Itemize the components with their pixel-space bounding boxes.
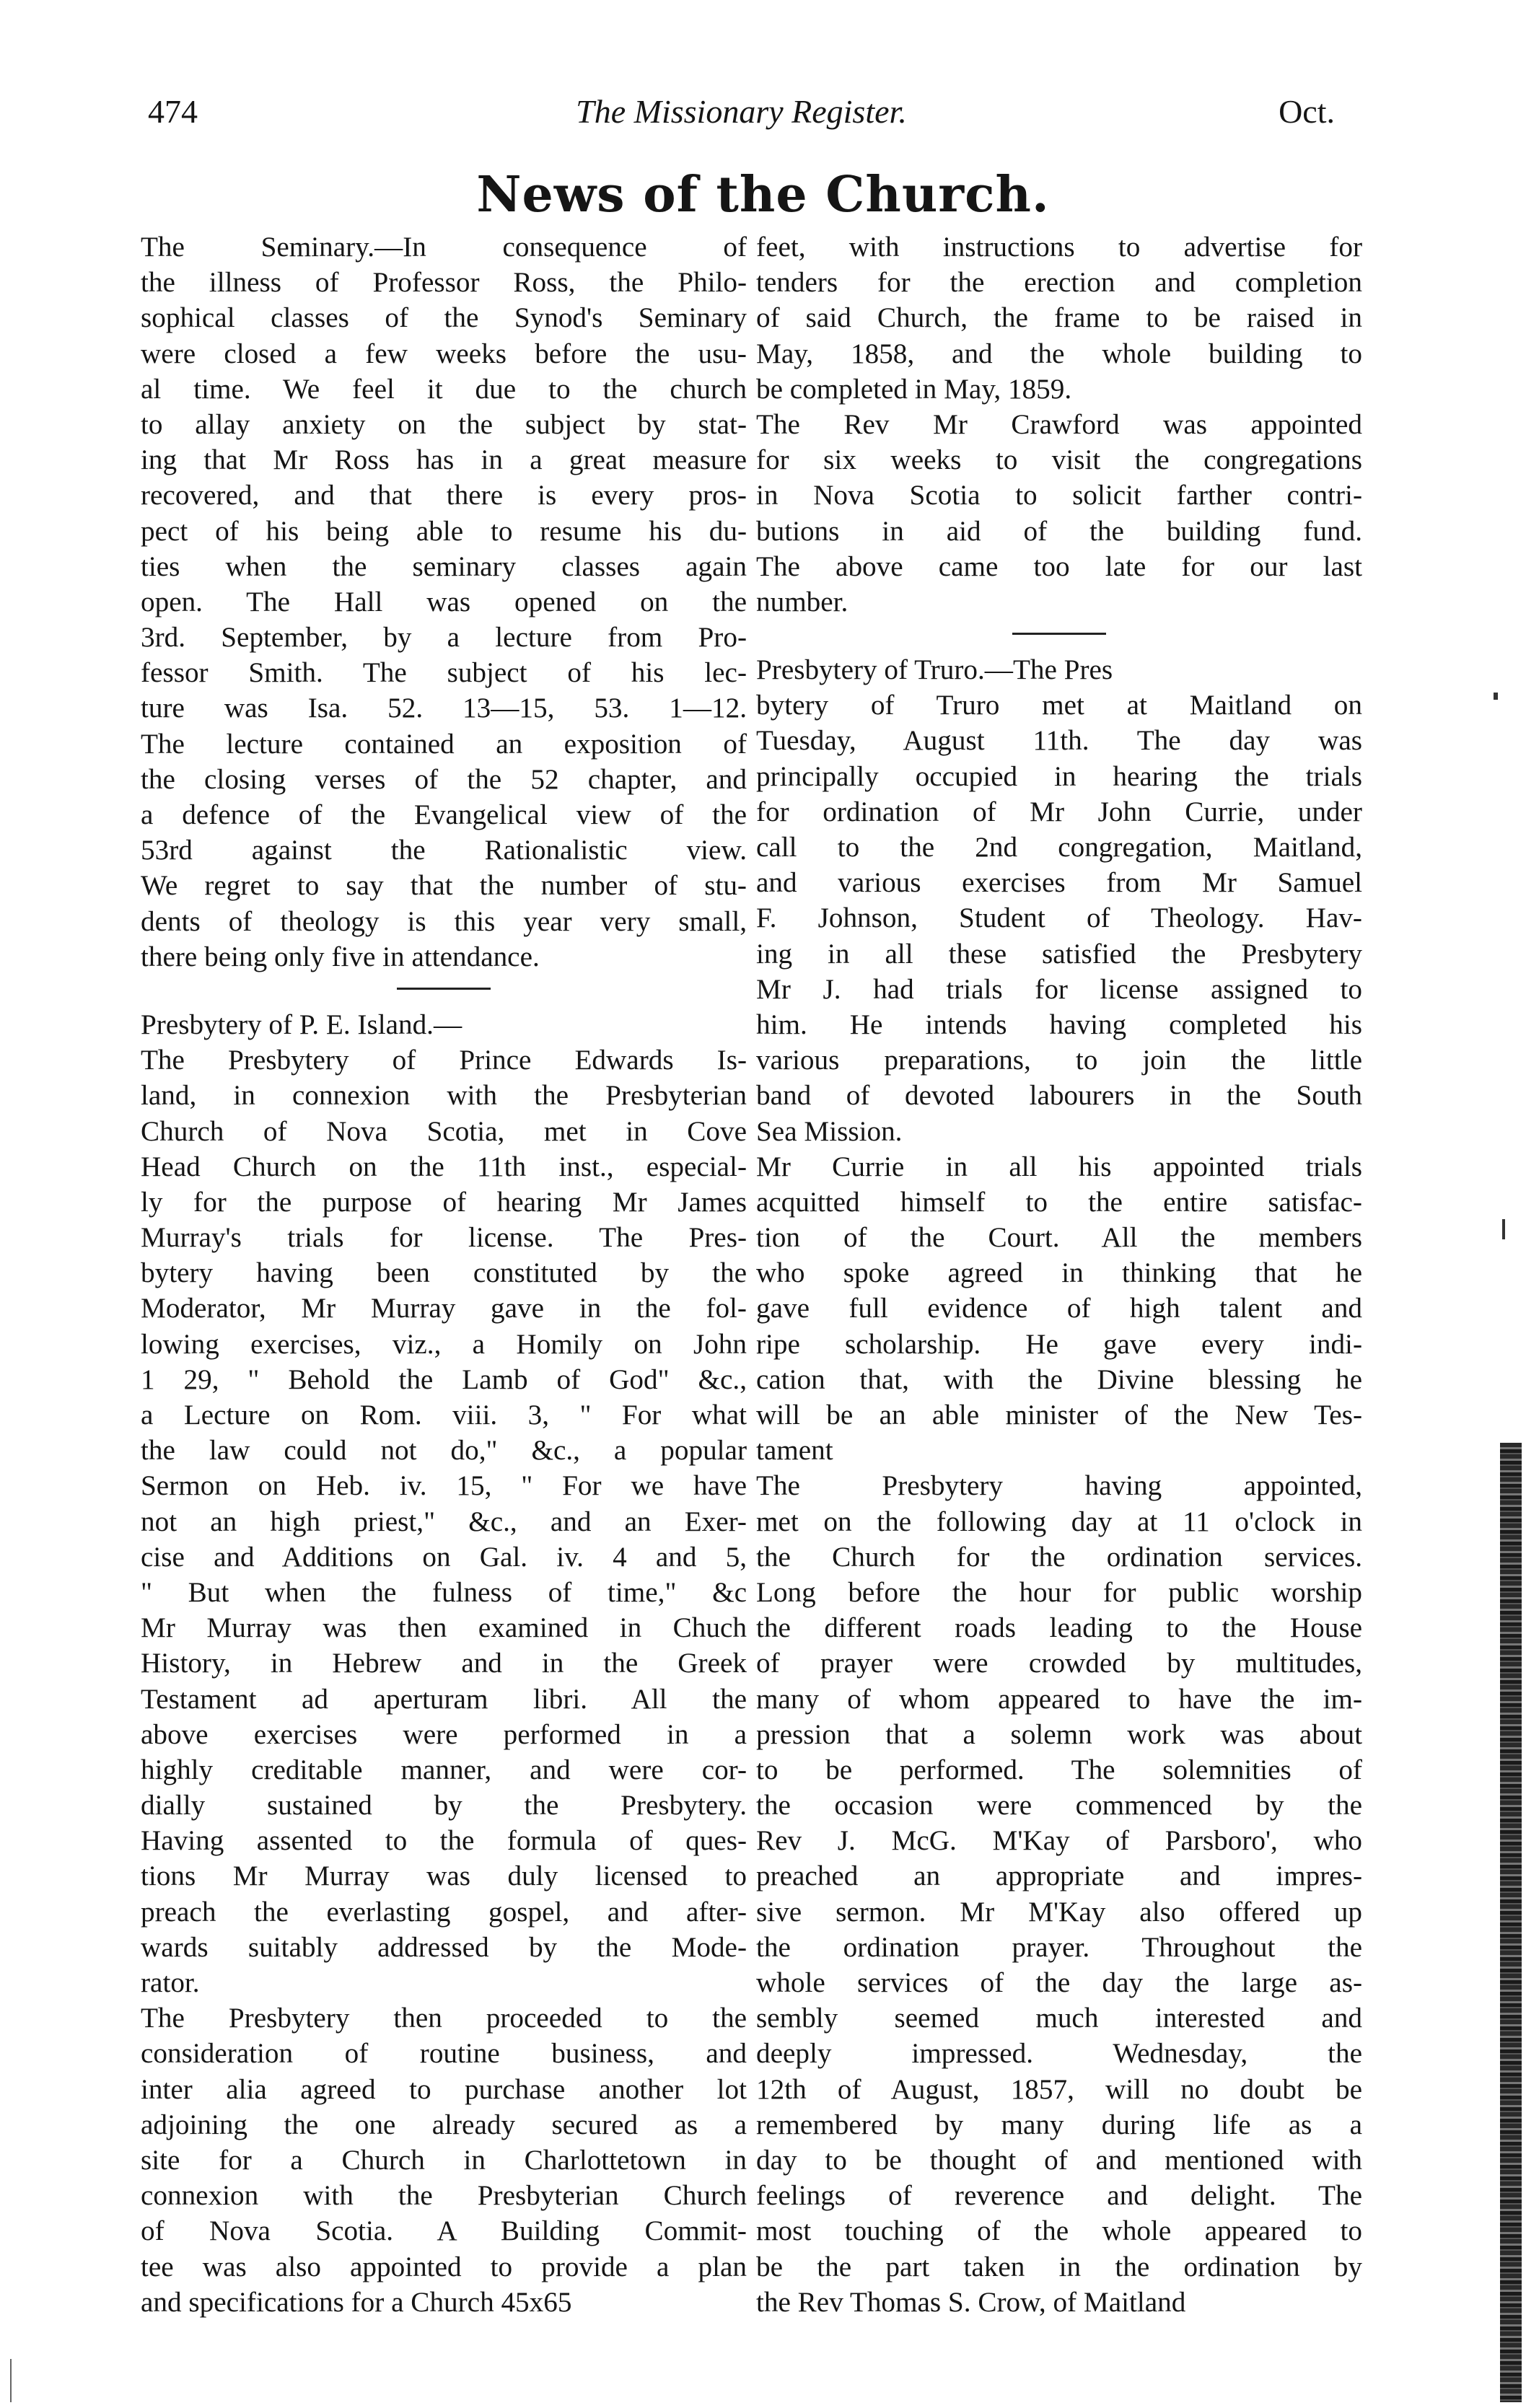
text-line: the closing verses of the 52 chapter, and	[141, 763, 747, 795]
text-line: Presbytery of Truro.—The Pres	[756, 654, 1113, 686]
text-line: number.	[756, 586, 848, 618]
text-line: for six weeks to visit the congregations	[756, 444, 1362, 476]
text-line: sembly seemed much interested and	[756, 2003, 1362, 2034]
text-line: highly creditable manner, and were cor-	[141, 1754, 747, 1785]
text-line: History, in Hebrew and in the Greek	[141, 1648, 747, 1679]
text-line: lowing exercises, viz., a Homily on John	[141, 1328, 747, 1360]
text-line: bytery having been constituted by the	[141, 1257, 747, 1289]
text-line: Sea Mission.	[756, 1115, 903, 1147]
text-line: him. He intends having completed his	[756, 1009, 1362, 1040]
text-line: sive sermon. Mr M'Kay also offered up	[756, 1896, 1362, 1928]
text-line: the illness of Professor Ross, the Philo-	[141, 267, 747, 299]
text-line: 1 29, " Behold the Lamb of God" &c.,	[141, 1363, 747, 1395]
text-line: of prayer were crowded by multitudes,	[756, 1648, 1362, 1679]
text-line: dents of theology is this year very small,	[141, 905, 747, 937]
text-line: day to be thought of and mentioned with	[756, 2144, 1362, 2176]
text-line: " But when the fulness of time," &c	[141, 1576, 747, 1608]
text-line: Murray's trials for license. The Pres-	[141, 1222, 747, 1254]
text-line: May, 1858, and the whole building to	[756, 338, 1362, 369]
margin-mark	[10, 2359, 12, 2402]
text-line: rator.	[141, 1967, 200, 1998]
text-line: The lecture contained an exposition of	[141, 728, 747, 760]
margin-mark	[1502, 1219, 1505, 1239]
text-line: Mr Murray was then examined in Chuch	[141, 1612, 747, 1644]
text-line: Tuesday, August 11th. The day was	[756, 725, 1362, 757]
text-line: the occasion were commenced by the	[756, 1790, 1362, 1822]
text-line: inter alia agreed to purchase another lot	[141, 2073, 747, 2105]
text-line: and various exercises from Mr Samuel	[756, 867, 1362, 899]
text-line: consideration of routine business, and	[141, 2038, 747, 2070]
text-line: cise and Additions on Gal. iv. 4 and 5,	[141, 1541, 747, 1573]
running-header	[148, 92, 1335, 143]
text-line: sophical classes of the Synod's Seminary	[141, 302, 747, 334]
text-line: to allay anxiety on the subject by stat-	[141, 408, 747, 440]
text-line: tenders for the erection and completion	[756, 267, 1362, 299]
text-line: Having assented to the formula of ques-	[141, 1825, 747, 1857]
text-line: feelings of reverence and delight. The	[756, 2180, 1362, 2212]
text-line: many of whom appeared to have the im-	[756, 1683, 1362, 1715]
text-line: The Seminary.—In consequence of	[141, 232, 747, 263]
text-line: tions Mr Murray was duly licensed to	[141, 1860, 747, 1892]
text-line: The Presbytery of Prince Edwards Is-	[141, 1045, 747, 1076]
text-line: feet, with instructions to advertise for	[756, 232, 1362, 263]
text-line: ing that Mr Ross has in a great measure	[141, 444, 747, 476]
text-line: pect of his being able to resume his du-	[141, 515, 747, 547]
text-line: the Church for the ordination services.	[756, 1541, 1362, 1573]
text-line: 3rd. September, by a lecture from Pro-	[141, 622, 747, 654]
text-line: Moderator, Mr Murray gave in the fol-	[141, 1293, 747, 1324]
text-line: remembered by many during life as a	[756, 2109, 1362, 2140]
text-line: The above came too late for our last	[756, 550, 1362, 582]
text-line: preach the everlasting gospel, and after-	[141, 1896, 747, 1928]
text-line: Sermon on Heb. iv. 15, " For we have	[141, 1470, 747, 1502]
text-line: The Rev Mr Crawford was appointed	[756, 408, 1362, 440]
text-line: for ordination of Mr John Currie, under	[756, 796, 1362, 827]
journal-title: The Missionary Register.	[576, 93, 907, 130]
text-line: The Presbytery having appointed,	[756, 1470, 1362, 1502]
text-line: ly for the purpose of hearing Mr James	[141, 1186, 747, 1218]
text-line: Long before the hour for public worship	[756, 1576, 1362, 1608]
text-line: open. The Hall was opened on the	[141, 586, 747, 618]
text-line: adjoining the one already secured as a	[141, 2109, 747, 2140]
text-line: of said Church, the frame to be raised in	[756, 302, 1362, 334]
text-line: gave full evidence of high talent and	[756, 1293, 1362, 1324]
right-column	[756, 229, 1362, 2365]
text-line: fessor Smith. The subject of his lec-	[141, 657, 747, 689]
text-line: and specifications for a Church 45x65	[141, 2286, 572, 2318]
text-line: tion of the Court. All the members	[756, 1222, 1362, 1254]
text-line: were closed a few weeks before the usu-	[141, 338, 747, 369]
text-line: pression that a solemn work was about	[756, 1718, 1362, 1750]
margin-mark	[1494, 693, 1498, 700]
text-line: butions in aid of the building fund.	[756, 515, 1362, 547]
text-line: met on the following day at 11 o'clock in	[756, 1506, 1362, 1537]
text-line: there being only five in attendance.	[141, 941, 540, 972]
text-line: dially sustained by the Presbytery.	[141, 1790, 747, 1822]
text-line: not an high priest," &c., and an Exer-	[141, 1506, 747, 1537]
text-line: acquitted himself to the entire satisfac-	[756, 1186, 1362, 1218]
text-line: Testament ad aperturam libri. All the	[141, 1683, 747, 1715]
text-line: Church of Nova Scotia, met in Cove	[141, 1115, 747, 1147]
text-line: F. Johnson, Student of Theology. Hav-	[756, 902, 1362, 934]
text-line: cation that, with the Divine blessing he	[756, 1363, 1362, 1395]
section-divider	[397, 988, 491, 990]
text-line: the Rev Thomas S. Crow, of Maitland	[756, 2286, 1186, 2318]
page-number: 474	[148, 93, 198, 130]
text-line: to be performed. The solemnities of	[756, 1754, 1362, 1785]
text-line: 12th of August, 1857, will no doubt be	[756, 2073, 1362, 2105]
text-line: deeply impressed. Wednesday, the	[756, 2038, 1362, 2070]
text-line: a defence of the Evangelical view of the	[141, 799, 747, 830]
text-line: principally occupied in hearing the trials	[756, 760, 1362, 792]
text-line: be completed in May, 1859.	[756, 373, 1072, 405]
text-line: ture was Isa. 52. 13—15, 53. 1—12.	[141, 693, 747, 724]
text-line: tee was also appointed to provide a plan	[141, 2251, 747, 2282]
text-line: of Nova Scotia. A Building Commit-	[141, 2215, 747, 2247]
text-line: The Presbytery then proceeded to the	[141, 2003, 747, 2034]
text-line: Head Church on the 11th inst., especial-	[141, 1151, 747, 1182]
text-line: call to the 2nd congregation, Maitland,	[756, 832, 1362, 863]
text-line: wards suitably addressed by the Mode-	[141, 1931, 747, 1963]
text-line: various preparations, to join the little	[756, 1045, 1362, 1076]
section-title: News of the Church.	[476, 166, 1050, 224]
text-line: tament	[756, 1435, 833, 1467]
text-line: ripe scholarship. He gave every indi-	[756, 1328, 1362, 1360]
text-line: ties when the seminary classes again	[141, 550, 747, 582]
issue-month: Oct.	[1279, 93, 1335, 130]
text-line: be the part taken in the ordination by	[756, 2251, 1362, 2282]
text-line: whole services of the day the large as-	[756, 1967, 1362, 1998]
text-line: who spoke agreed in thinking that he	[756, 1257, 1362, 1289]
text-line: preached an appropriate and impres-	[756, 1860, 1362, 1892]
text-line: al time. We feel it due to the church	[141, 373, 747, 405]
text-line: Rev J. McG. M'Kay of Parsboro', who	[756, 1825, 1362, 1857]
text-line: above exercises were performed in a	[141, 1718, 747, 1750]
text-line: the ordination prayer. Throughout the	[756, 1931, 1362, 1963]
text-line: ing in all these satisfied the Presbytery	[756, 938, 1362, 970]
text-line: Presbytery of P. E. Island.—	[141, 1009, 462, 1040]
text-line: connexion with the Presbyterian Church	[141, 2180, 747, 2212]
text-line: bytery of Truro met at Maitland on	[756, 690, 1362, 721]
text-line: the law could not do," &c., a popular	[141, 1435, 747, 1467]
text-line: the different roads leading to the House	[756, 1612, 1362, 1644]
section-divider	[1012, 633, 1106, 635]
text-line: We regret to say that the number of stu-	[141, 870, 747, 902]
text-line: will be an able minister of the New Tes-	[756, 1399, 1362, 1431]
text-line: land, in connexion with the Presbyterian	[141, 1080, 747, 1112]
left-column	[141, 229, 747, 2365]
text-line: recovered, and that there is every pros-	[141, 480, 747, 511]
page-edge-scan-artifact	[1500, 1443, 1522, 2402]
text-line: 53rd against the Rationalistic view.	[141, 835, 747, 866]
text-line: a Lecture on Rom. viii. 3, " For what	[141, 1399, 747, 1431]
text-line: most touching of the whole appeared to	[756, 2215, 1362, 2247]
text-line: in Nova Scotia to solicit farther contri-	[756, 480, 1362, 511]
text-line: site for a Church in Charlottetown in	[141, 2144, 747, 2176]
text-line: Mr Currie in all his appointed trials	[756, 1151, 1362, 1182]
text-line: Mr J. had trials for license assigned to	[756, 973, 1362, 1005]
text-line: band of devoted labourers in the South	[756, 1080, 1362, 1112]
